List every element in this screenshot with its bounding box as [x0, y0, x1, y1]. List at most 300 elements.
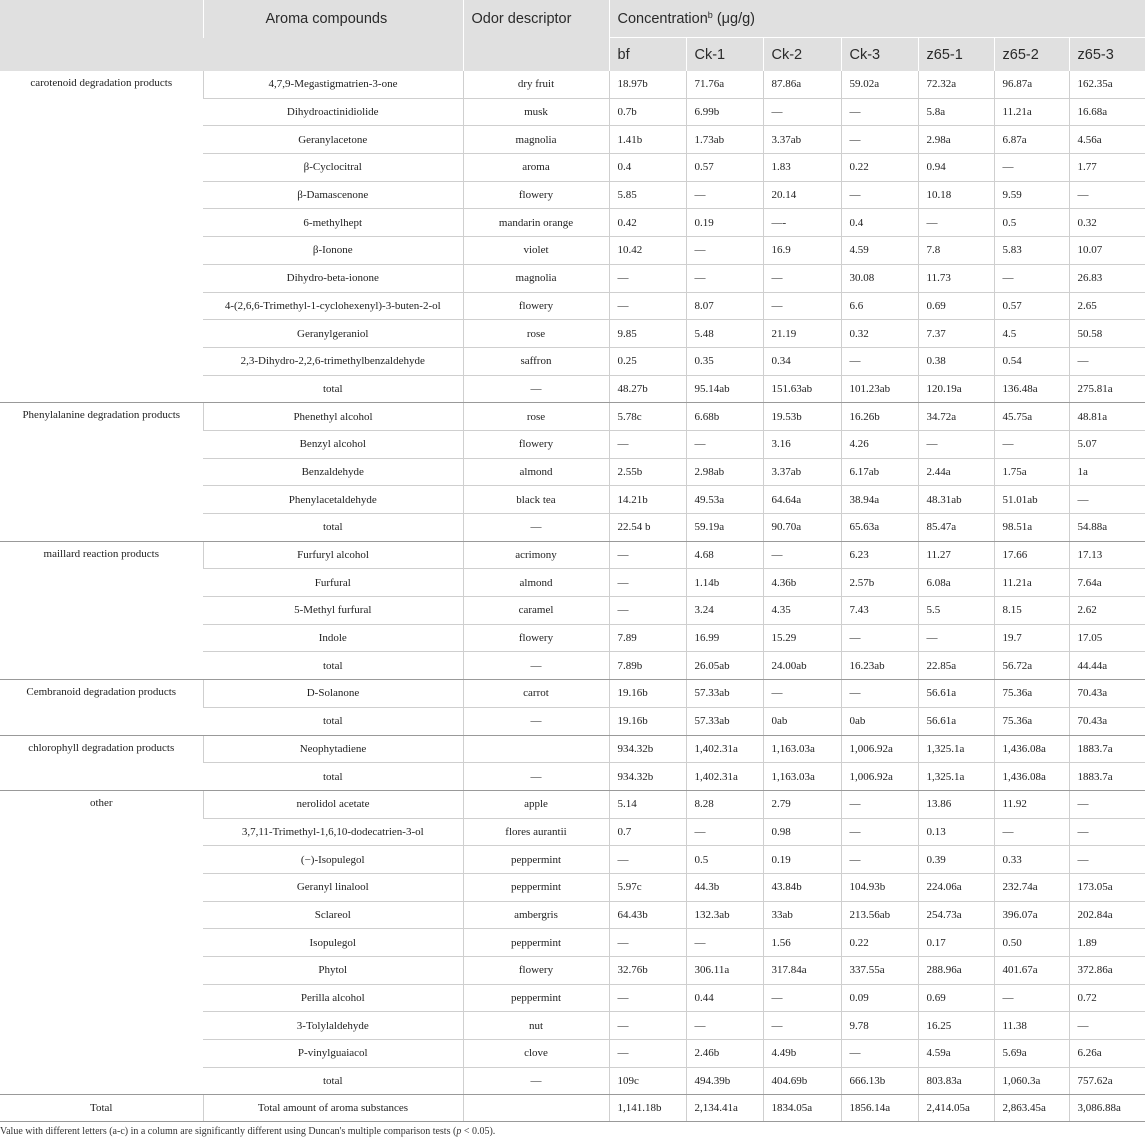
value-cell: 20.14 — [763, 181, 841, 209]
value-cell: 1,325.1a — [918, 735, 994, 763]
odor-cell: almond — [463, 569, 609, 597]
value-cell: — — [609, 264, 686, 292]
value-cell: — — [841, 818, 918, 846]
value-cell: 1.83 — [763, 154, 841, 182]
compound-cell: Sclareol — [203, 901, 463, 929]
odor-cell: — — [463, 707, 609, 735]
compound-cell: total — [203, 707, 463, 735]
odor-cell: flowery — [463, 181, 609, 209]
value-cell: 48.81a — [1069, 403, 1145, 431]
odor-cell: mandarin orange — [463, 209, 609, 237]
grand-total-odor — [463, 1095, 609, 1122]
value-cell: 101.23ab — [841, 375, 918, 403]
value-cell: 0.19 — [686, 209, 763, 237]
value-cell: 8.07 — [686, 292, 763, 320]
odor-cell: musk — [463, 98, 609, 126]
value-cell: 7.8 — [918, 237, 994, 265]
value-cell: — — [763, 541, 841, 569]
value-cell: — — [763, 984, 841, 1012]
table-row — [0, 541, 1145, 569]
value-cell: — — [686, 818, 763, 846]
value-cell: 11.92 — [994, 790, 1069, 818]
odor-cell: violet — [463, 237, 609, 265]
value-cell: 0.4 — [609, 154, 686, 182]
value-cell: 9.78 — [841, 1012, 918, 1040]
group-label: other — [0, 790, 203, 1095]
odor-cell: ambergris — [463, 901, 609, 929]
value-cell: 7.89 — [609, 624, 686, 652]
group-label: carotenoid degradation products — [0, 71, 203, 403]
value-cell: 45.75a — [994, 403, 1069, 431]
value-cell: 0.34 — [763, 347, 841, 375]
value-cell: 7.64a — [1069, 569, 1145, 597]
compound-cell: 6-methylhept — [203, 209, 463, 237]
header-aroma-compounds: Aroma compounds — [203, 0, 463, 38]
value-cell: — — [1069, 846, 1145, 874]
compound-cell: Perilla alcohol — [203, 984, 463, 1012]
value-cell: 404.69b — [763, 1067, 841, 1095]
value-cell: — — [686, 929, 763, 957]
compound-cell: β-Cyclocitral — [203, 154, 463, 182]
value-cell: 0.44 — [686, 984, 763, 1012]
value-cell: 0.72 — [1069, 984, 1145, 1012]
odor-cell: peppermint — [463, 873, 609, 901]
value-cell: 1,163.03a — [763, 735, 841, 763]
value-cell: 19.53b — [763, 403, 841, 431]
value-cell: 48.31ab — [918, 486, 994, 514]
value-cell: 1.56 — [763, 929, 841, 957]
compound-cell: Benzaldehyde — [203, 458, 463, 486]
value-cell: 26.83 — [1069, 264, 1145, 292]
grand-total-row — [0, 1095, 1145, 1122]
grand-total-label: Total — [0, 1095, 203, 1122]
value-cell: 0.35 — [686, 347, 763, 375]
compound-cell: (−)-Isopulegol — [203, 846, 463, 874]
value-cell: 98.51a — [994, 514, 1069, 542]
value-cell: 17.66 — [994, 541, 1069, 569]
odor-cell: peppermint — [463, 984, 609, 1012]
value-cell: — — [763, 264, 841, 292]
header-sample-z65-2: z65-2 — [994, 38, 1069, 72]
value-cell: 4.49b — [763, 1040, 841, 1068]
value-cell: 6.99b — [686, 98, 763, 126]
compound-cell: 5-Methyl furfural — [203, 597, 463, 625]
odor-cell: rose — [463, 403, 609, 431]
value-cell: 0.7 — [609, 818, 686, 846]
odor-cell: clove — [463, 1040, 609, 1068]
value-cell: 337.55a — [841, 957, 918, 985]
value-cell: 1.77 — [1069, 154, 1145, 182]
value-cell: 34.72a — [918, 403, 994, 431]
value-cell: — — [841, 181, 918, 209]
odor-cell: aroma — [463, 154, 609, 182]
compound-cell: Dihydro-beta-ionone — [203, 264, 463, 292]
value-cell: 5.78c — [609, 403, 686, 431]
value-cell: 109c — [609, 1067, 686, 1095]
odor-cell: flowery — [463, 430, 609, 458]
value-cell: 5.8a — [918, 98, 994, 126]
value-cell: 56.72a — [994, 652, 1069, 680]
value-cell: 44.44a — [1069, 652, 1145, 680]
value-cell: 1,436.08a — [994, 763, 1069, 791]
compound-cell: nerolidol acetate — [203, 790, 463, 818]
group-label: chlorophyll degradation products — [0, 735, 203, 790]
value-cell: — — [609, 541, 686, 569]
value-cell: 22.54 b — [609, 514, 686, 542]
value-cell: 8.15 — [994, 597, 1069, 625]
value-cell: 0.39 — [918, 846, 994, 874]
value-cell: 56.61a — [918, 707, 994, 735]
header-sample-z65-1: z65-1 — [918, 38, 994, 72]
value-cell: 1,402.31a — [686, 735, 763, 763]
value-cell: 5.07 — [1069, 430, 1145, 458]
value-cell: 4.68 — [686, 541, 763, 569]
value-cell: — — [841, 846, 918, 874]
value-cell: 90.70a — [763, 514, 841, 542]
value-cell: 757.62a — [1069, 1067, 1145, 1095]
table-body — [0, 71, 1145, 1122]
value-cell: — — [841, 680, 918, 708]
value-cell: — — [686, 1012, 763, 1040]
value-cell: 32.76b — [609, 957, 686, 985]
value-cell: 0.57 — [686, 154, 763, 182]
value-cell: 10.18 — [918, 181, 994, 209]
value-cell: —- — [763, 209, 841, 237]
value-cell: 59.02a — [841, 71, 918, 98]
value-cell: 0.25 — [609, 347, 686, 375]
value-cell: 33ab — [763, 901, 841, 929]
grand-total-value: 1,141.18b — [609, 1095, 686, 1122]
value-cell: 5.97c — [609, 873, 686, 901]
grand-total-compound: Total amount of aroma substances — [203, 1095, 463, 1122]
value-cell: 21.19 — [763, 320, 841, 348]
value-cell: 22.85a — [918, 652, 994, 680]
value-cell: — — [841, 790, 918, 818]
compound-cell: P-vinylguaiacol — [203, 1040, 463, 1068]
value-cell: 17.05 — [1069, 624, 1145, 652]
value-cell: 666.13b — [841, 1067, 918, 1095]
value-cell: 7.37 — [918, 320, 994, 348]
value-cell: — — [994, 430, 1069, 458]
value-cell: 317.84a — [763, 957, 841, 985]
value-cell: 16.9 — [763, 237, 841, 265]
value-cell: 4.59a — [918, 1040, 994, 1068]
value-cell: 1a — [1069, 458, 1145, 486]
value-cell: 934.32b — [609, 763, 686, 791]
compound-cell: β-Ionone — [203, 237, 463, 265]
value-cell: 0.94 — [918, 154, 994, 182]
value-cell: 0.4 — [841, 209, 918, 237]
value-cell: 14.21b — [609, 486, 686, 514]
table-row — [0, 403, 1145, 431]
value-cell: 87.86a — [763, 71, 841, 98]
value-cell: 6.26a — [1069, 1040, 1145, 1068]
value-cell: — — [994, 984, 1069, 1012]
grand-total-value: 3,086.88a — [1069, 1095, 1145, 1122]
value-cell: 85.47a — [918, 514, 994, 542]
value-cell: 2.98a — [918, 126, 994, 154]
table-row — [0, 71, 1145, 98]
header-sample-ck-3: Ck-3 — [841, 38, 918, 72]
value-cell: — — [763, 292, 841, 320]
compound-cell: Furfural — [203, 569, 463, 597]
compound-cell: total — [203, 1067, 463, 1095]
value-cell: 16.26b — [841, 403, 918, 431]
value-cell: 1.75a — [994, 458, 1069, 486]
value-cell: 232.74a — [994, 873, 1069, 901]
value-cell: 2.62 — [1069, 597, 1145, 625]
grand-total-value: 2,863.45a — [994, 1095, 1069, 1122]
value-cell: — — [1069, 181, 1145, 209]
header-sample-ck-2: Ck-2 — [763, 38, 841, 72]
grand-total-value: 2,134.41a — [686, 1095, 763, 1122]
value-cell: 0.13 — [918, 818, 994, 846]
value-cell: 13.86 — [918, 790, 994, 818]
group-label: Cembranoid degradation products — [0, 680, 203, 735]
value-cell: 0.32 — [841, 320, 918, 348]
value-cell: 934.32b — [609, 735, 686, 763]
value-cell: 0.57 — [994, 292, 1069, 320]
value-cell: 2.46b — [686, 1040, 763, 1068]
value-cell: 151.63ab — [763, 375, 841, 403]
value-cell: 6.68b — [686, 403, 763, 431]
odor-cell: carrot — [463, 680, 609, 708]
value-cell: 65.63a — [841, 514, 918, 542]
value-cell: 2.98ab — [686, 458, 763, 486]
table-header — [0, 0, 1145, 71]
value-cell: — — [918, 209, 994, 237]
value-cell: 9.85 — [609, 320, 686, 348]
compound-cell: Geranylgeraniol — [203, 320, 463, 348]
value-cell: 1,060.3a — [994, 1067, 1069, 1095]
value-cell: 3.24 — [686, 597, 763, 625]
value-cell: 1,006.92a — [841, 735, 918, 763]
value-cell: 16.23ab — [841, 652, 918, 680]
odor-cell: rose — [463, 320, 609, 348]
value-cell: — — [609, 929, 686, 957]
value-cell: 401.67a — [994, 957, 1069, 985]
value-cell: 64.64a — [763, 486, 841, 514]
value-cell: 56.61a — [918, 680, 994, 708]
odor-cell: flowery — [463, 624, 609, 652]
odor-cell: peppermint — [463, 846, 609, 874]
value-cell: 0.09 — [841, 984, 918, 1012]
value-cell: 5.14 — [609, 790, 686, 818]
value-cell: 7.89b — [609, 652, 686, 680]
value-cell: 4.26 — [841, 430, 918, 458]
value-cell: 19.16b — [609, 680, 686, 708]
compound-cell: β-Damascenone — [203, 181, 463, 209]
value-cell: 5.69a — [994, 1040, 1069, 1068]
value-cell: — — [763, 1012, 841, 1040]
value-cell: 5.83 — [994, 237, 1069, 265]
value-cell: 136.48a — [994, 375, 1069, 403]
value-cell: 4.56a — [1069, 126, 1145, 154]
value-cell: 0.32 — [1069, 209, 1145, 237]
value-cell: 38.94a — [841, 486, 918, 514]
value-cell: 1883.7a — [1069, 735, 1145, 763]
value-cell: 6.08a — [918, 569, 994, 597]
value-cell: 72.32a — [918, 71, 994, 98]
value-cell: 10.07 — [1069, 237, 1145, 265]
value-cell: 8.28 — [686, 790, 763, 818]
value-cell: — — [994, 154, 1069, 182]
value-cell: 4.5 — [994, 320, 1069, 348]
value-cell: 3.16 — [763, 430, 841, 458]
value-cell: 0.5 — [994, 209, 1069, 237]
value-cell: 57.33ab — [686, 707, 763, 735]
value-cell: 254.73a — [918, 901, 994, 929]
value-cell: — — [686, 264, 763, 292]
value-cell: 75.36a — [994, 707, 1069, 735]
value-cell: — — [686, 181, 763, 209]
compound-cell: Neophytadiene — [203, 735, 463, 763]
value-cell: 7.43 — [841, 597, 918, 625]
compound-cell: total — [203, 375, 463, 403]
odor-cell: apple — [463, 790, 609, 818]
value-cell: 0.5 — [686, 846, 763, 874]
value-cell: — — [841, 624, 918, 652]
value-cell: 6.23 — [841, 541, 918, 569]
value-cell: 24.00ab — [763, 652, 841, 680]
value-cell: 11.38 — [994, 1012, 1069, 1040]
value-cell: 11.27 — [918, 541, 994, 569]
value-cell: 4.36b — [763, 569, 841, 597]
compound-cell: Benzyl alcohol — [203, 430, 463, 458]
header-concentration: Concentration$^b$ (μg/g) — [609, 0, 1145, 38]
value-cell: 18.97b — [609, 71, 686, 98]
value-cell: 1,436.08a — [994, 735, 1069, 763]
value-cell: — — [1069, 818, 1145, 846]
value-cell: 51.01ab — [994, 486, 1069, 514]
value-cell: 0.19 — [763, 846, 841, 874]
odor-cell: saffron — [463, 347, 609, 375]
value-cell: — — [609, 1012, 686, 1040]
odor-cell: — — [463, 514, 609, 542]
value-cell: 0.69 — [918, 984, 994, 1012]
value-cell: 19.7 — [994, 624, 1069, 652]
odor-cell: flowery — [463, 292, 609, 320]
value-cell: 4.35 — [763, 597, 841, 625]
value-cell: 44.3b — [686, 873, 763, 901]
compound-cell: 4-(2,6,6-Trimethyl-1-cyclohexenyl)-3-buten-2-ol — [203, 292, 463, 320]
group-label: maillard reaction products — [0, 541, 203, 679]
value-cell: — — [609, 984, 686, 1012]
value-cell: — — [686, 430, 763, 458]
value-cell: 70.43a — [1069, 707, 1145, 735]
odor-cell — [463, 735, 609, 763]
value-cell: 50.58 — [1069, 320, 1145, 348]
value-cell: 1,325.1a — [918, 763, 994, 791]
odor-cell: black tea — [463, 486, 609, 514]
value-cell: 19.16b — [609, 707, 686, 735]
odor-cell: — — [463, 652, 609, 680]
compound-cell: Dihydroactinidiolide — [203, 98, 463, 126]
value-cell: 0ab — [763, 707, 841, 735]
value-cell: 0.22 — [841, 154, 918, 182]
value-cell: — — [841, 1040, 918, 1068]
compound-cell: Geranyl linalool — [203, 873, 463, 901]
value-cell: 2.57b — [841, 569, 918, 597]
odor-cell: — — [463, 375, 609, 403]
value-cell: 54.88a — [1069, 514, 1145, 542]
table-row — [0, 735, 1145, 763]
value-cell: 0.50 — [994, 929, 1069, 957]
value-cell: — — [609, 292, 686, 320]
compound-cell: Phytol — [203, 957, 463, 985]
value-cell: 0.17 — [918, 929, 994, 957]
odor-cell: — — [463, 1067, 609, 1095]
value-cell: 15.29 — [763, 624, 841, 652]
value-cell: 213.56ab — [841, 901, 918, 929]
value-cell: — — [1069, 486, 1145, 514]
grand-total-value: 1834.05a — [763, 1095, 841, 1122]
value-cell: — — [918, 430, 994, 458]
value-cell: 9.59 — [994, 181, 1069, 209]
value-cell: 57.33ab — [686, 680, 763, 708]
value-cell: 6.17ab — [841, 458, 918, 486]
value-cell: 70.43a — [1069, 680, 1145, 708]
value-cell: 396.07a — [994, 901, 1069, 929]
value-cell: 0ab — [841, 707, 918, 735]
value-cell: 224.06a — [918, 873, 994, 901]
value-cell: — — [763, 680, 841, 708]
value-cell: 96.87a — [994, 71, 1069, 98]
value-cell: 95.14ab — [686, 375, 763, 403]
value-cell: 803.83a — [918, 1067, 994, 1095]
table-footnote: Value with different letters (a-c) in a column are significantly different using Duncan's multiple comparison tests (p < 0.05). — [0, 1126, 496, 1137]
odor-cell: flowery — [463, 957, 609, 985]
value-cell: 11.21a — [994, 98, 1069, 126]
value-cell: 75.36a — [994, 680, 1069, 708]
value-cell: 494.39b — [686, 1067, 763, 1095]
value-cell: 10.42 — [609, 237, 686, 265]
value-cell: 306.11a — [686, 957, 763, 985]
compound-cell: Geranylacetone — [203, 126, 463, 154]
compound-cell: Isopulegol — [203, 929, 463, 957]
value-cell: 5.85 — [609, 181, 686, 209]
value-cell: — — [1069, 790, 1145, 818]
header-group-column — [0, 0, 203, 71]
value-cell: 71.76a — [686, 71, 763, 98]
odor-cell: magnolia — [463, 126, 609, 154]
compound-cell: 3-Tolylaldehyde — [203, 1012, 463, 1040]
value-cell: 16.68a — [1069, 98, 1145, 126]
value-cell: 288.96a — [918, 957, 994, 985]
value-cell: 11.21a — [994, 569, 1069, 597]
value-cell: — — [1069, 1012, 1145, 1040]
compound-cell: total — [203, 763, 463, 791]
value-cell: 49.53a — [686, 486, 763, 514]
value-cell: 5.5 — [918, 597, 994, 625]
value-cell: 2.79 — [763, 790, 841, 818]
value-cell: — — [1069, 347, 1145, 375]
value-cell: 0.38 — [918, 347, 994, 375]
value-cell: 202.84a — [1069, 901, 1145, 929]
value-cell: 17.13 — [1069, 541, 1145, 569]
value-cell: 372.86a — [1069, 957, 1145, 985]
value-cell: 0.22 — [841, 929, 918, 957]
compound-cell: Phenylacetaldehyde — [203, 486, 463, 514]
compound-cell: total — [203, 652, 463, 680]
value-cell: 43.84b — [763, 873, 841, 901]
odor-cell: nut — [463, 1012, 609, 1040]
value-cell: 1.41b — [609, 126, 686, 154]
value-cell: 11.73 — [918, 264, 994, 292]
value-cell: — — [994, 818, 1069, 846]
value-cell: 30.08 — [841, 264, 918, 292]
compound-cell: Furfuryl alcohol — [203, 541, 463, 569]
